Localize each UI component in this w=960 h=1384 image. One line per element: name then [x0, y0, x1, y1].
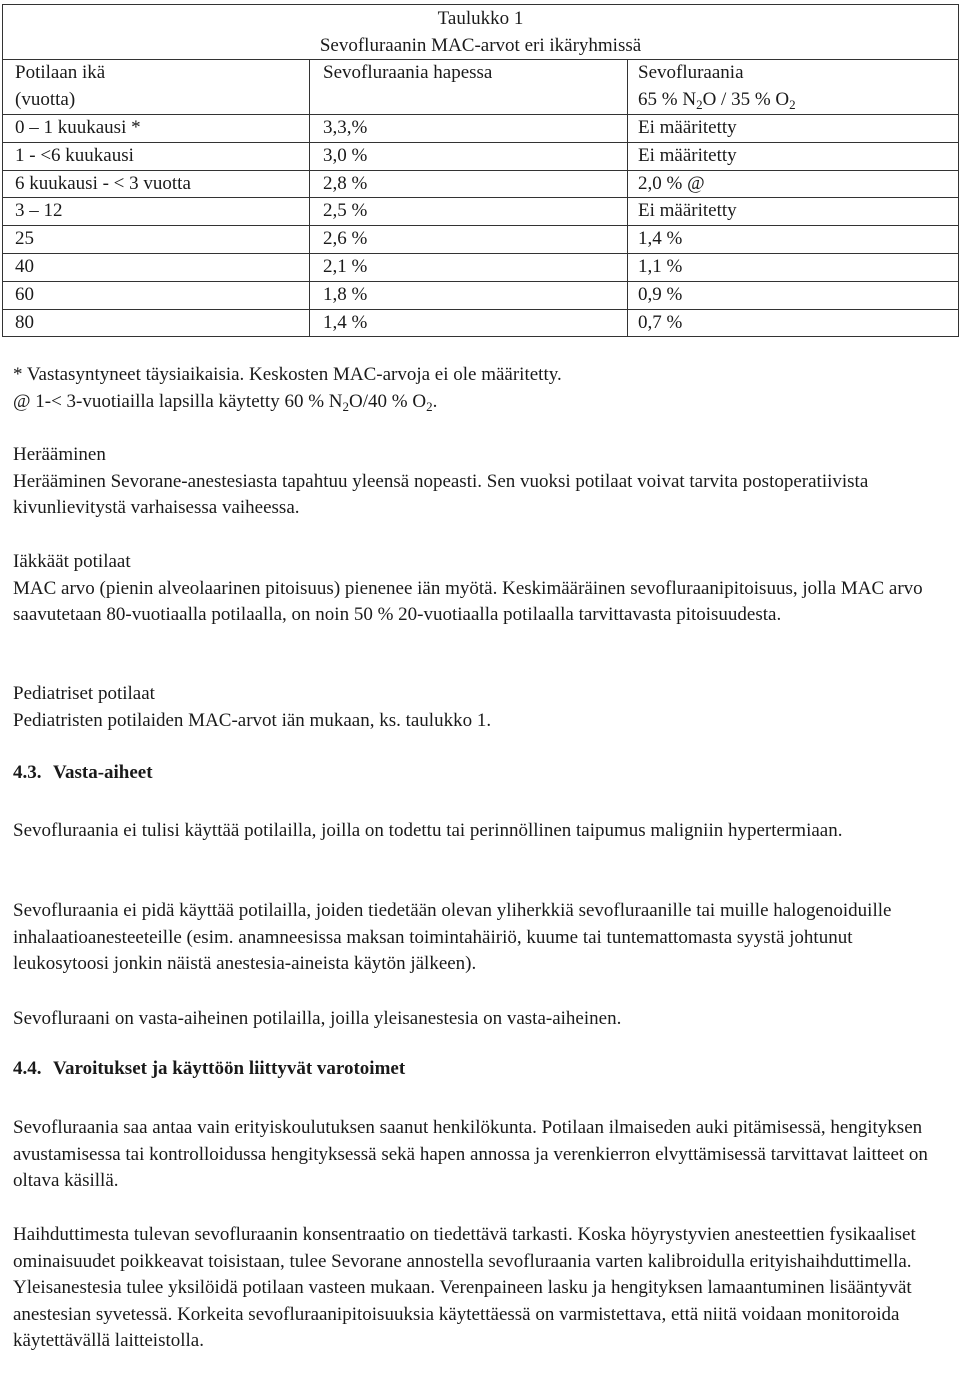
header-oxygen-label: Sevofluraania hapessa	[323, 62, 493, 83]
table-cell-n2o: Ei määritetty	[628, 198, 959, 226]
table-cell-age: 3 – 12	[3, 198, 310, 226]
pediatriset-heading: Pediatriset potilaat	[13, 683, 155, 704]
section-4-3-p3: Sevofluraani on vasta-aiheinen potilailla, joilla yleisanestesia on vasta-aiheinen.	[13, 1008, 622, 1029]
pediatriset-section	[13, 681, 948, 734]
table-cell-n2o: 0,9 %	[628, 281, 959, 309]
table-row	[3, 170, 959, 198]
heraaminen-heading: Herääminen	[13, 444, 106, 465]
table-cell-age: 6 kuukausi - < 3 vuotta	[3, 170, 310, 198]
header-age-line2: (vuotta)	[15, 88, 76, 110]
section-title: Varoitukset ja käyttöön liittyvät varotoimet	[53, 1058, 406, 1079]
table-cell-oxygen: 2,6 %	[310, 226, 628, 254]
table-cell-n2o: 0,7 %	[628, 309, 959, 337]
header-n2o	[628, 60, 959, 115]
header-age	[3, 60, 310, 115]
heraaminen-section	[13, 442, 948, 522]
table-cell-age: 1 - <6 kuukausi	[3, 142, 310, 170]
section-number: 4.3.	[13, 762, 42, 783]
section-4-4-p2: Haihduttimesta tulevan sevofluraanin konsentraatio on tiedettävä tarkasti. Koska höyrystyvien anesteettien fysikaaliset ominaisuudet poikkeavat toisistaan, tulee Sevorane annostella sevofluraania varten kalibroidulla erityishaihduttimella. Yleisanestesia tulee yksilöidä potilaan vasteen mukaan. Verenpaineen lasku ja hengityksen lamaantuminen lisääntyvät anestesian syvetessä. Korkeita sevofluraanipitoisuuksia käytettäessä on varmistettava, että niitä voidaan monitoroida käytettävällä laitteistolla.	[13, 1224, 916, 1352]
table-row	[3, 198, 959, 226]
table-cell-age: 60	[3, 281, 310, 309]
table-row	[3, 142, 959, 170]
table-cell-oxygen: 3,3,%	[310, 115, 628, 143]
section-title: Vasta-aiheet	[53, 762, 153, 783]
table-cell-age: 40	[3, 253, 310, 281]
footnote-2: @ 1-< 3-vuotiailla lapsilla käytetty 60 % $N_2O/40$ % $O_2$.	[13, 390, 438, 414]
header-n2o-line2: 65 % $N_2O / 35$ % $O_2$	[638, 88, 796, 112]
section-4-3-p1: Sevofluraania ei tulisi käyttää potilailla, joilla on todettu tai perinnöllinen taipumus maligniin hypertermiaan.	[13, 820, 843, 841]
table-cell-n2o: 1,1 %	[628, 253, 959, 281]
table-caption	[3, 5, 959, 60]
header-n2o-line1: Sevofluraania	[638, 62, 744, 83]
table-row	[3, 226, 959, 254]
table-cell-n2o: Ei määritetty	[628, 115, 959, 143]
section-4-4-p1: Sevofluraania saa antaa vain erityiskoulutuksen saanut henkilökunta. Potilaan ilmaiseden auki pitämisessä, hengityksen avustamisessa tai kontrolloidussa hengityksessä sekä hapen annossa ja verenkierron elvyttämisessä tarvittavat laitteet on oltava käsillä.	[13, 1117, 928, 1192]
table-cell-oxygen: 1,8 %	[310, 281, 628, 309]
table-cell-oxygen: 2,1 %	[310, 253, 628, 281]
table-row	[3, 281, 959, 309]
heraaminen-text: Herääminen Sevorane-anestesiasta tapahtuu yleensä nopeasti. Sen vuoksi potilaat voivat tarvita postoperatiivista kivunlievitystä varhaisessa vaiheessa.	[13, 470, 869, 519]
table-cell-n2o: 1,4 %	[628, 226, 959, 254]
table-caption-title: Taulukko 1	[437, 8, 524, 29]
table-cell-n2o: 2,0 % @	[628, 170, 959, 198]
header-oxygen	[310, 60, 628, 115]
iakkaat-section	[13, 549, 948, 629]
table-header-row	[3, 60, 959, 115]
table-cell-age: 25	[3, 226, 310, 254]
table-row	[3, 115, 959, 143]
table-cell-oxygen: 2,5 %	[310, 198, 628, 226]
table-cell-oxygen: 2,8 %	[310, 170, 628, 198]
table-row	[3, 253, 959, 281]
iakkaat-heading: Iäkkäät potilaat	[13, 551, 131, 572]
table-caption-subtitle: Sevofluraanin MAC-arvot eri ikäryhmissä	[319, 35, 642, 56]
table-cell-age: 80	[3, 309, 310, 337]
section-4-3-p2: Sevofluraania ei pidä käyttää potilailla, joiden tiedetään olevan yliherkkiä sevofluraanille tai muille halogenoiduille inhalaatioanesteeteille (esim. anamneesissa maksan toimintahäiriö, kuume tai tuntemattomasta syystä johtunut leukosytoosi jonkin näistä anestesia-aineista käytön jälkeen).	[13, 900, 892, 975]
section-4-4-heading	[13, 1056, 948, 1083]
pediatriset-text: Pediatristen potilaiden MAC-arvot iän mukaan, ks. taulukko 1.	[13, 709, 492, 731]
table-row	[3, 309, 959, 337]
header-age-line1: Potilaan ikä	[15, 62, 106, 83]
table-cell-oxygen: 1,4 %	[310, 309, 628, 337]
iakkaat-text: MAC arvo (pienin alveolaarinen pitoisuus) pienenee iän myötä. Keskimääräinen sevofluraanipitoisuus, jolla MAC arvo saavutetaan 80-vuotiaalla potilaalla, on noin 50 % 20-vuotiaalla potilaalla tarvittavasta pitoisuudesta.	[13, 577, 923, 626]
footnotes	[13, 362, 948, 415]
section-number: 4.4.	[13, 1058, 42, 1079]
table-cell-oxygen: 3,0 %	[310, 142, 628, 170]
table-cell-n2o: Ei määritetty	[628, 142, 959, 170]
table-caption-row	[3, 5, 959, 60]
section-4-3-heading	[13, 760, 948, 787]
mac-values-table	[2, 4, 959, 337]
table-cell-age: 0 – 1 kuukausi *	[3, 115, 310, 143]
footnote-1: * Vastasyntyneet täysiaikaisia. Keskosten MAC-arvoja ei ole määritetty.	[13, 364, 562, 385]
